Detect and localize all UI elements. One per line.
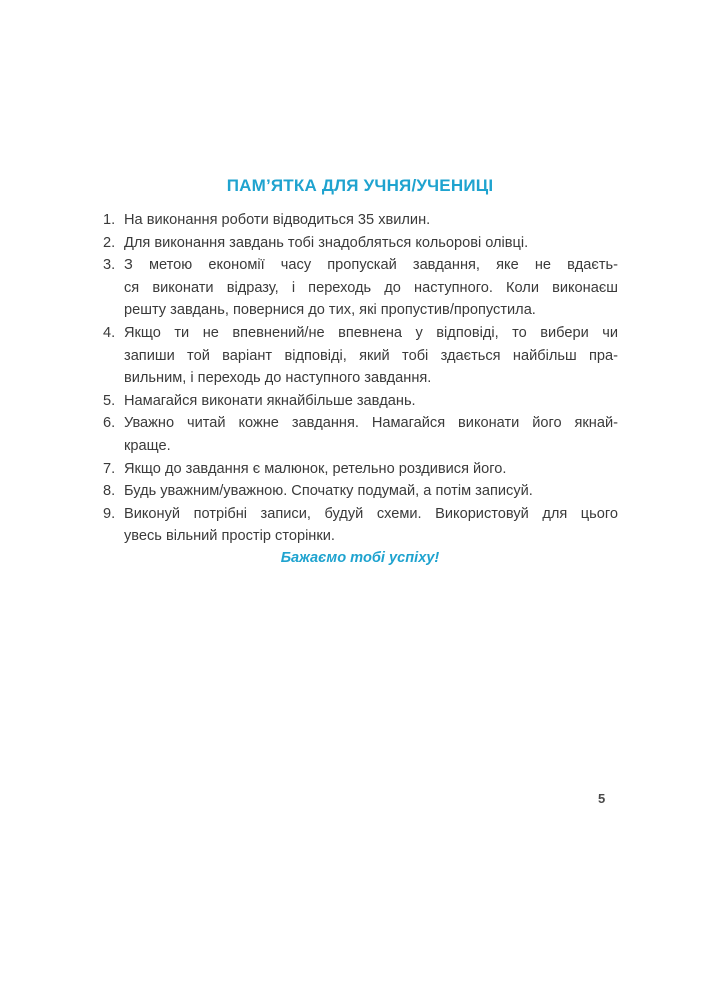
- closing-wish: Бажаємо тобі успіху!: [280, 550, 440, 566]
- rule-number: 8.: [103, 483, 116, 500]
- rule-text-line: З метою економії часу пропускай завдання, яке не вдаєть-: [124, 257, 618, 274]
- rule-item: [103, 254, 618, 322]
- rule-item: [103, 480, 618, 503]
- rules-list: [103, 209, 618, 548]
- rule-text: [124, 254, 618, 322]
- rule-number: 2.: [103, 234, 116, 251]
- rule-text-line: увесь вільний простір сторінки.: [124, 528, 335, 545]
- rule-item: [103, 232, 618, 255]
- rule-number: 4.: [103, 324, 116, 341]
- rule-text: [124, 458, 618, 481]
- rule-text-line: краще.: [124, 437, 171, 454]
- rule-text: [124, 503, 618, 548]
- rule-text: [124, 390, 618, 413]
- rule-number: 9.: [103, 505, 116, 522]
- rule-text-line: запиши той варіант відповіді, який тобі здається найбільш пра-: [124, 347, 618, 364]
- rule-number: 3.: [103, 257, 116, 274]
- rule-text: [124, 412, 618, 457]
- rule-text-line: вильним, і переходь до наступного завдання.: [124, 370, 432, 387]
- rule-item: [103, 503, 618, 548]
- rule-text-line: решту завдань, повернися до тих, які пропустив/пропустила.: [124, 302, 536, 319]
- rule-text: [124, 322, 618, 390]
- rule-item: [103, 322, 618, 390]
- rule-text-line: На виконання роботи відводиться 35 хвилин.: [124, 212, 431, 228]
- rule-text-line: Намагайся виконати якнайбільше завдань.: [124, 392, 416, 409]
- rule-item: [103, 412, 618, 457]
- rule-number: 5.: [103, 392, 116, 409]
- page-title: ПАМ’ЯТКА ДЛЯ УЧНЯ/УЧЕНИЦІ: [226, 176, 494, 195]
- rule-number: 1.: [103, 212, 116, 228]
- rule-text-line: Якщо до завдання є малюнок, ретельно роздивися його.: [124, 460, 507, 477]
- rule-item: [103, 209, 618, 232]
- page-number: 5: [598, 791, 606, 806]
- rule-text-line: Уважно читай кожне завдання. Намагайся виконати його якнай-: [124, 415, 618, 432]
- rule-text-line: Виконуй потрібні записи, будуй схеми. Використовуй для цього: [124, 505, 618, 522]
- rule-text-line: Для виконання завдань тобі знадобляться кольорові олівці.: [124, 234, 529, 251]
- rule-number: 7.: [103, 460, 116, 477]
- rule-text-line: ся виконати відразу, і переходь до наступного. Коли виконаєш: [124, 279, 618, 296]
- rule-item: [103, 390, 618, 413]
- rule-item: [103, 458, 618, 481]
- rule-text-line: Будь уважним/уважною. Спочатку подумай, а потім записуй.: [124, 483, 533, 500]
- rule-text: [124, 480, 618, 503]
- rule-text: [124, 209, 618, 232]
- rule-number: 6.: [103, 415, 116, 432]
- rule-text-line: Якщо ти не впевнений/не впевнена у відповіді, то вибери чи: [124, 324, 618, 341]
- rule-text: [124, 232, 618, 255]
